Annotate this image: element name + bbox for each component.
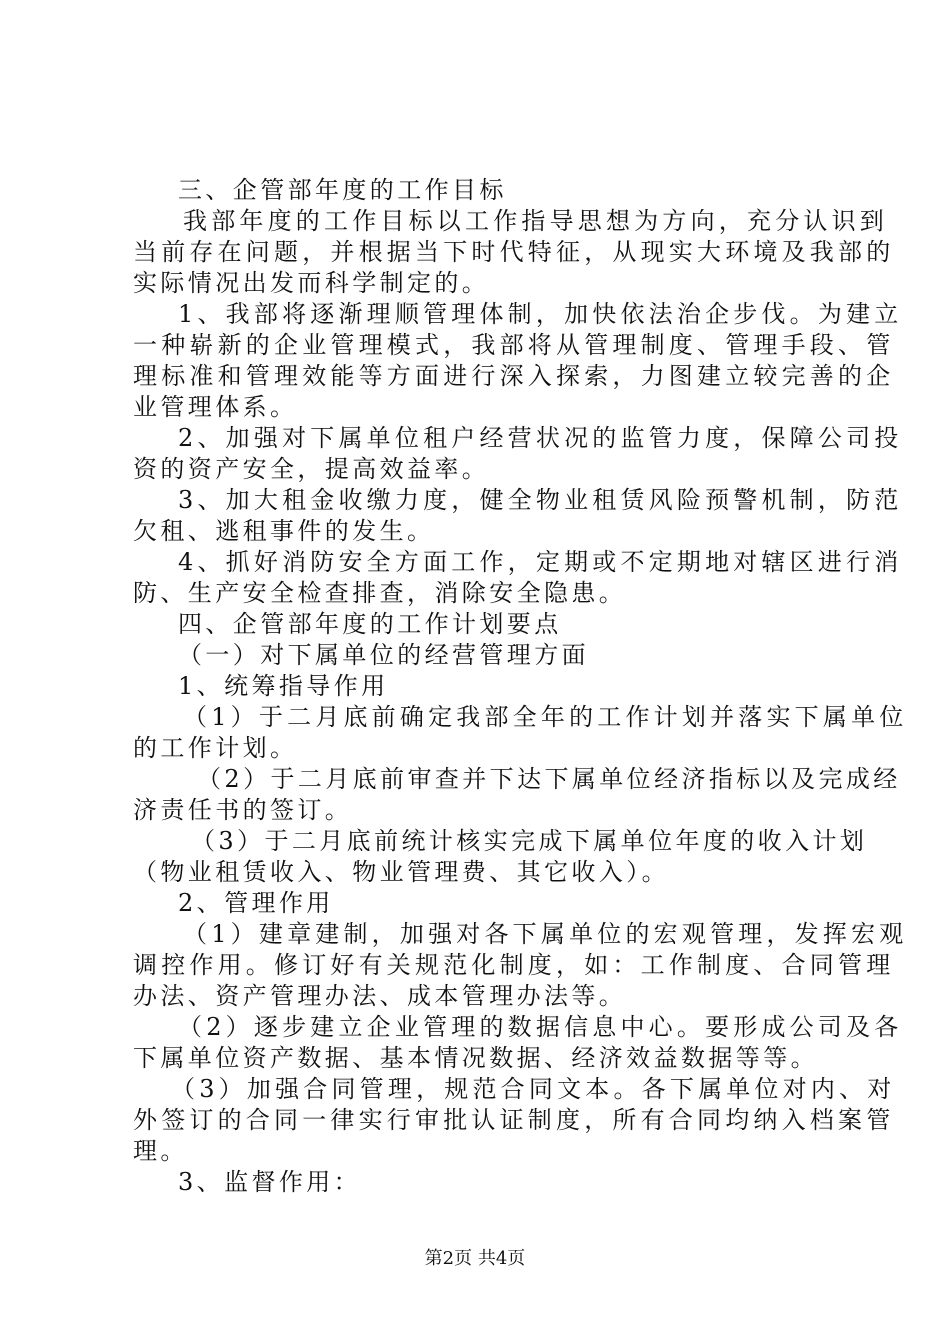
paragraph-line: 外签订的合同一律实行审批认证制度，所有合同均纳入档案管 [133, 1106, 895, 1134]
paragraph-line: 3、加大租金收缴力度，健全物业租赁风险预警机制，防范 [178, 486, 903, 514]
paragraph-line: 业管理体系。 [133, 393, 298, 421]
paragraph-line: 调控作用。修订好有关规范化制度，如：工作制度、合同管理 [133, 951, 895, 979]
paragraph-line: 当前存在问题，并根据当下时代特征，从现实大环境及我部的 [133, 238, 895, 266]
item-heading: 2、管理作用 [178, 889, 334, 917]
paragraph-line: 办法、资产管理办法、成本管理办法等。 [133, 982, 627, 1010]
paragraph-line: 的工作计划。 [133, 734, 298, 762]
paragraph-line: 理标准和管理效能等方面进行深入探索，力图建立较完善的企 [133, 362, 895, 390]
paragraph-line: 4、抓好消防安全方面工作，定期或不定期地对辖区进行消 [178, 548, 903, 576]
paragraph-line: 一种崭新的企业管理模式，我部将从管理制度、管理手段、管 [133, 331, 895, 359]
paragraph-line: （1）于二月底前确定我部全年的工作计划并落实下属单位 [183, 703, 908, 731]
paragraph-line: 欠租、逃租事件的发生。 [133, 517, 435, 545]
section-heading: 四、企管部年度的工作计划要点 [178, 610, 562, 638]
paragraph-line: 实际情况出发而科学制定的。 [133, 269, 490, 297]
paragraph-line: （物业租赁收入、物业管理费、其它收入）。 [133, 858, 669, 886]
paragraph-line: 防、生产安全检查排查，消除安全隐患。 [133, 579, 627, 607]
paragraph-line: 下属单位资产数据、基本情况数据、经济效益数据等等。 [133, 1044, 818, 1072]
document-body [133, 175, 908, 1198]
subsection-heading: （一）对下属单位的经营管理方面 [178, 641, 589, 669]
paragraph-line: （3）于二月底前统计核实完成下属单位年度的收入计划 [191, 827, 868, 855]
item-heading: 3、监督作用： [178, 1168, 362, 1196]
paragraph-line: （3）加强合同管理，规范合同文本。各下属单位对内、对 [171, 1075, 896, 1103]
paragraph-line: （1）建章建制，加强对各下属单位的宏观管理，发挥宏观 [183, 920, 908, 948]
paragraph-line: 理。 [133, 1137, 188, 1165]
paragraph-line: 2、加强对下属单位租户经营状况的监管力度，保障公司投 [178, 424, 903, 452]
paragraph-line: 资的资产安全，提高效益率。 [133, 455, 490, 483]
paragraph-line: （2）于二月底前审查并下达下属单位经济指标以及完成经 [197, 765, 901, 793]
paragraph-line: （2）逐步建立企业管理的数据信息中心。要形成公司及各 [178, 1013, 903, 1041]
paragraph-line: 济责任书的签订。 [133, 796, 353, 824]
page-number-footer: 第2页 共4页 [424, 1248, 526, 1269]
paragraph-line: 我部年度的工作目标以工作指导思想为方向，充分认识到 [183, 207, 888, 235]
section-heading: 三、企管部年度的工作目标 [178, 176, 507, 204]
paragraph-line: 1、我部将逐渐理顺管理体制，加快依法治企步伐。为建立 [178, 300, 903, 328]
item-heading: 1、统筹指导作用 [178, 672, 389, 700]
